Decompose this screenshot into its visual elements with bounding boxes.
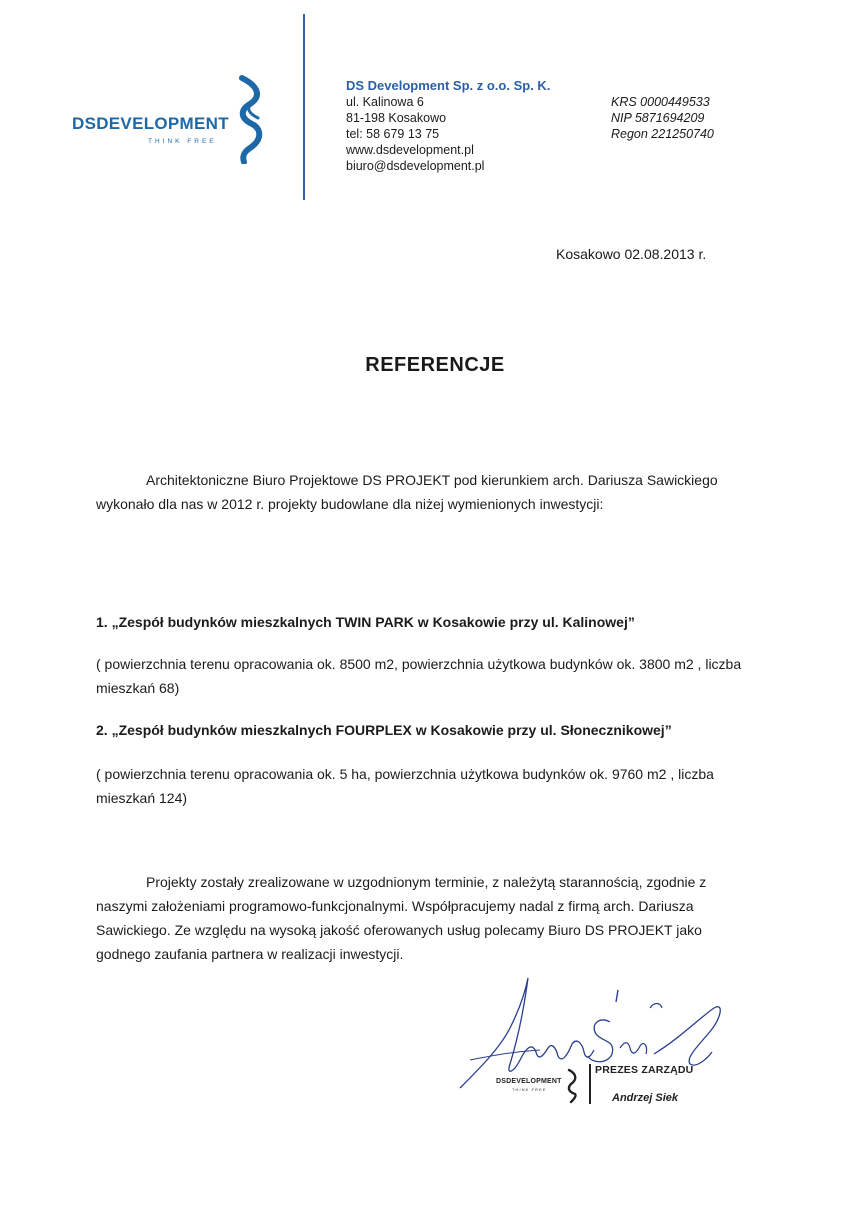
- logo-wordmark: DSDEVELOPMENT: [72, 114, 229, 133]
- company-address-block: [346, 78, 550, 174]
- project-1-details: ( powierzchnia terenu opracowania ok. 8500 m2, powierzchnia użytkowa budynków ok. 3800 m2 , liczba mieszkań 68): [96, 656, 742, 696]
- project-2-heading: 2. „Zespół budynków mieszkalnych FOURPLEX w Kosakowie przy ul. Słonecznikowej”: [96, 722, 672, 738]
- company-website: www.dsdevelopment.pl: [346, 143, 474, 157]
- ds-swirl-icon: [232, 74, 270, 164]
- stamp-swirl-icon: [565, 1068, 579, 1104]
- nip-number: NIP 5871694209: [611, 111, 705, 125]
- project-2-details: ( powierzchnia terenu opracowania ok. 5 ha, powierzchnia użytkowa budynków ok. 9760 m2 , liczba mieszkań 124): [96, 766, 714, 806]
- company-phone: tel: 58 679 13 75: [346, 127, 440, 141]
- logo-tagline: THINK FREE: [148, 138, 217, 145]
- document-title-wrap: [0, 354, 860, 377]
- project-1-heading: 1. „Zespół budynków mieszkalnych TWIN PARK w Kosakowie przy ul. Kalinowej”: [96, 614, 635, 630]
- letter-date: Kosakowo 02.08.2013 r.: [556, 246, 707, 262]
- company-street: ul. Kalinowa 6: [346, 95, 424, 109]
- krs-number: KRS 0000449533: [611, 95, 710, 109]
- intro-paragraph: Architektoniczne Biuro Projektowe DS PROJEKT pod kierunkiem arch. Dariusza Sawickiego wykonało dla nas w 2012 r. projekty budowlane dla niżej wymienionych inwestycji:: [96, 472, 718, 512]
- stamp-tagline: THINK FREE: [512, 1088, 547, 1092]
- company-name: DS Development Sp. z o.o. Sp. K.: [346, 78, 551, 93]
- closing-paragraph: Projekty zostały zrealizowane w uzgodnionym terminie, z należytą starannością, zgodnie z naszymi założeniami programowo-funkcjonalnymi. Współpracujemy nadal z firmą arch. Dariusza Sawickiego. Ze względu na wysoką jakość oferowanych usług polecamy Biuro DS PROJEKT jako godnego zaufania partnera w realizacji inwestycji.: [96, 874, 707, 962]
- header-divider: [303, 14, 305, 200]
- regon-number: Regon 221250740: [611, 127, 714, 141]
- company-logo: [72, 74, 272, 164]
- stamp-wordmark: DSDEVELOPMENT: [496, 1078, 562, 1085]
- signature-area: [440, 968, 740, 1118]
- signer-name: Andrzej Siek: [612, 1092, 679, 1104]
- document-title: REFERENCJE: [365, 354, 505, 376]
- company-email: biuro@dsdevelopment.pl: [346, 159, 485, 173]
- signer-role: PREZES ZARZĄDU: [595, 1064, 694, 1076]
- company-city: 81-198 Kosakowo: [346, 111, 447, 125]
- stamp-divider: [589, 1064, 591, 1104]
- registry-block: [611, 94, 714, 142]
